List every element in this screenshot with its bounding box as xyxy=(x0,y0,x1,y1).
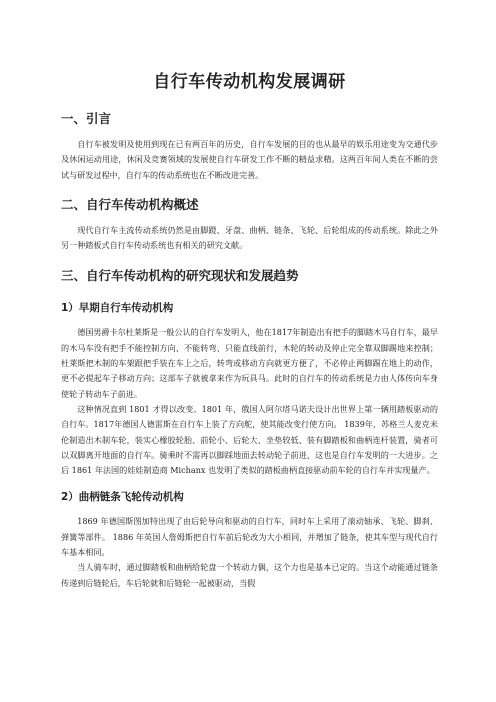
document-title: 自行车传动机构发展调研 xyxy=(153,72,346,92)
overview-paragraph: 现代自行车主流传动系统仍然是由脚蹬、牙盘、曲柄、链条、飞轮、后轮组成的传动系统。除此之外另一种踏板式自行车传动系统也有相关的研究文献。 xyxy=(61,224,438,251)
section-heading-overview: 二、自行车传动机构概述 xyxy=(61,196,199,212)
intro-paragraph: 自行车被发明及使用到现在已有两百年的历史，自行车发展的目的也从最早的娱乐用途变为交通代步及休闲运动用途，休闲及竞赛领域的发展使自行车研发工作不断的精益求精。这两百年间人类在不断的尝试与研发过程中，自行车的传动系统也在不断改进完善。 xyxy=(61,139,438,180)
chain-paragraph-1: 1869 年德国斯图加特出现了由后轮导向和驱动的自行车，同时车上采用了滚动轴承、飞轮、脚刹、弹簧等部件。 1886 年英国人詹姆斯把自行车前后轮改为大小相同，并增加了链条，使其车型与现代自行车基本相同。 xyxy=(61,516,438,558)
chain-paragraph-2: 当人骑车时，通过脚踏板和曲柄给轮盘一个转动力偶，这个力也是基本已定的。当这个动能通过链条传递到后链轮后，车后轮就和后链轮一起被驱动，当假 xyxy=(61,562,438,588)
early-paragraph-1: 德国男爵卡尔杜莱斯是一般公认的自行车发明人，他在1817年制造出有把手的脚踏木马自行车，最早的木马车没有把手不能控制方向、不能转弯、只能直线前行，木轮的转动及停止完全靠双脚踢地来控制；杜莱斯把木制的车架跟把手装在车上之后，转弯或移动方向就更方便了，不必停止两脚踢在地上的动作，更不必提起车子移动方向；这部车子就被拿来作为玩具马。此时的自行车的传动系统是力由人体传向车身使轮子转动车子前进。 xyxy=(61,327,438,399)
early-paragraph-2: 这种情况直到 1801 才得以改变。1801 年，俄国人阿尔塔马诺夫设计出世界上第一辆用踏板驱动的自行车。1817年德国人德雷斯在自行车上装了方向舵，使其能改变行使方向。 1839年，苏格兰人麦克米伦制造出木制车轮，装实心橡胶轮胎、前轮小、后轮大、坐垫较低、装有脚踏板和曲柄连杆装置，骑者可以双脚离开地面的自行车。骑乘时不需再以脚踩地面去转动轮子前进，这也是自行车发明的一大进步。之后 1861 年法国的娃娃制造商 Michanx 也发明了类似的踏板曲柄直接驱动前车轮的自行车并实现量产。 xyxy=(61,403,438,476)
subsection-heading-chain: 2）曲柄链条飞轮传动机构 xyxy=(61,491,184,504)
section-heading-research: 三、自行车传动机构的研究现状和发展趋势 xyxy=(61,268,299,284)
section-heading-intro: 一、引言 xyxy=(61,111,112,126)
subsection-heading-early: 1）早期自行车传动机构 xyxy=(61,302,174,315)
